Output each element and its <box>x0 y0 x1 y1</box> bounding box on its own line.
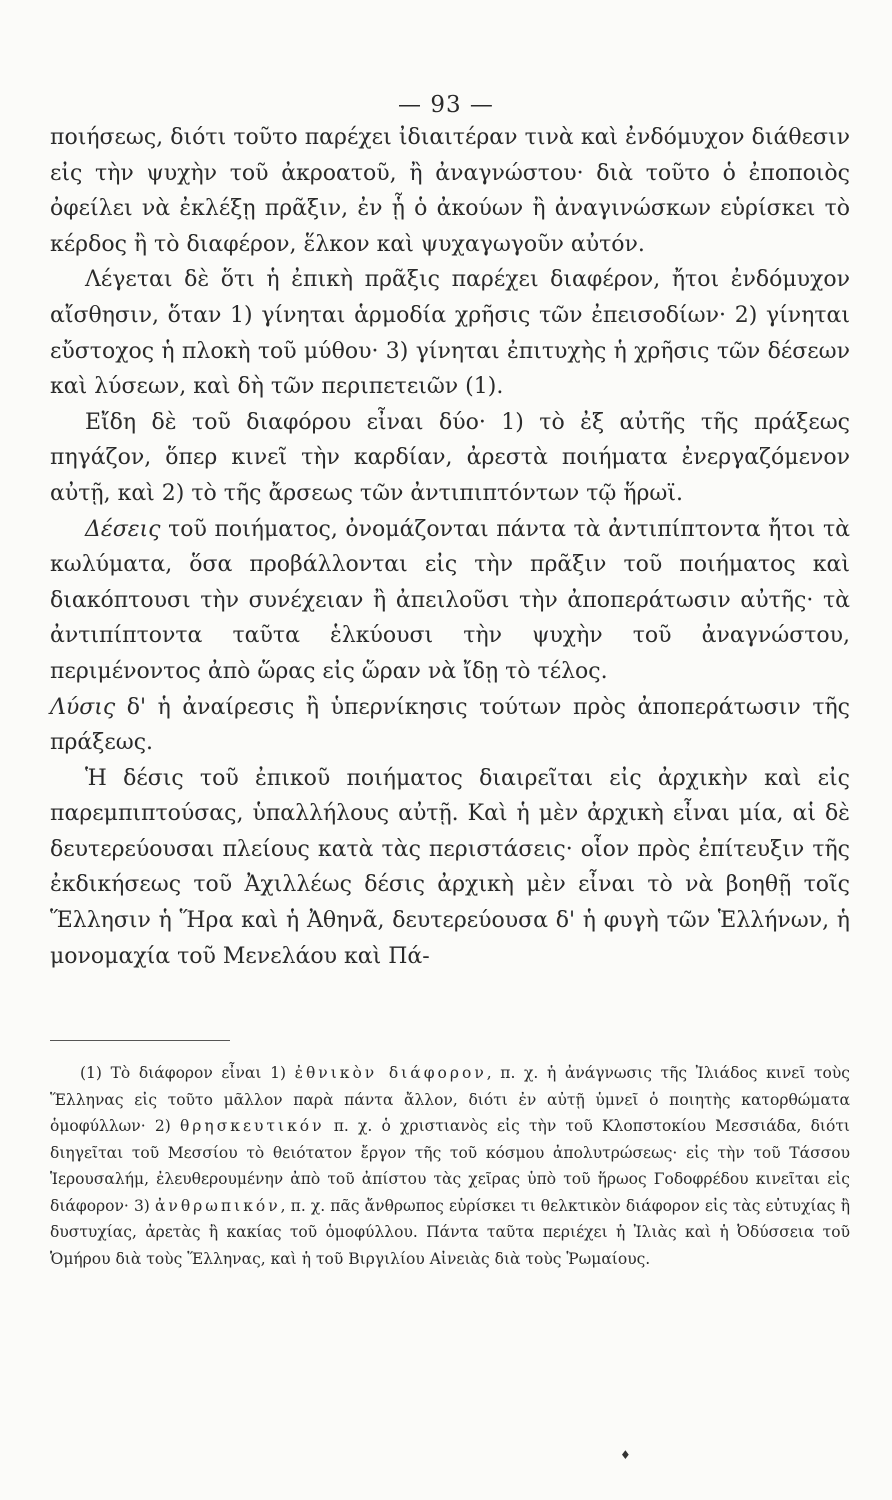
paragraph-6: Ἡ δέσις τοῦ ἐπικοῦ ποιήματος διαιρεῖται εἰς ἀρχικὴν καὶ εἰς παρεμπιπτούσας, ὑπαλλήλους αὐτῇ. Καὶ ἡ μὲν ἀρχικὴ εἶναι μία, αἱ δὲ δευτερεύουσαι πλείους κατὰ τὰς περιστάσεις· οἷον πρὸς ἐπίτευξιν τῆς ἐκδικήσεως τοῦ Ἀχιλλέως δέσις ἀρχικὴ μὲν εἶναι τὸ νὰ βοηθῇ τοῖς Ἕλλησιν ἡ Ἥρα καὶ ἡ Ἀθηνᾶ, δευτερεύουσα δ' ἡ φυγὴ τῶν Ἑλλήνων, ἡ μονομαχία τοῦ Μενελάου καὶ Πά- <box>50 765 850 969</box>
paragraph-5 <box>50 690 850 761</box>
paragraph-4-text: τοῦ ποιήματος, ὀνομάζονται πάντα τὰ ἀντιπίπτοντα ἤτοι τὰ κωλύματα, ὅσα προβάλλονται εἰς τὴν πρᾶξιν τοῦ ποιήματος καὶ διακόπτουσι τὴν συνέχειαν ἢ ἀπειλοῦσι τὴν ἀποπεράτωσιν αὐτῆς· τὰ ἀντιπίπτοντα ταῦτα ἑλκύουσι τὴν ψυχὴν τοῦ ἀναγνώστου, περιμένοντος ἀπὸ ὥρας εἰς ὥραν νὰ ἴδῃ τὸ τέλος. <box>50 516 850 684</box>
paragraph-3: Εἴδη δὲ τοῦ διαφόρου εἶναι δύο· 1) τὸ ἐξ αὐτῆς τῆς πράξεως πηγάζον, ὅπερ κινεῖ τὴν καρδίαν, ἀρεστὰ ποιήματα ἐνεργαζόμενον αὐτῇ, καὶ 2) τὸ τῆς ἄρσεως τῶν ἀντιπιπτόντων τῷ ἥρωϊ. <box>50 409 850 506</box>
paragraph-4 <box>50 512 850 690</box>
footnote-term-ethnikon: ἐθνικὸν διάφορον <box>294 1064 487 1082</box>
paragraph-1: ποιήσεως, διότι τοῦτο παρέχει ἰδιαιτέραν τινὰ καὶ ἐνδόμυχον διάθεσιν εἰς τὴν ψυχὴν τοῦ ἀκροατοῦ, ἢ ἀναγνώστου· διὰ τοῦτο ὁ ἐποποιὸς ὀφείλει νὰ ἐκλέξῃ πρᾶξιν, ἐν ᾗ ὁ ἀκούων ἢ ἀναγινώσκων εὑρίσκει τὸ κέρδος ἢ τὸ διαφέρον, ἕλκον καὶ ψυχαγωγοῦν αὐτόν. <box>50 125 850 257</box>
footnote-separator <box>50 1040 230 1041</box>
footnote-part-a: (1) Τὸ διάφορον εἶναι 1) <box>80 1064 286 1082</box>
bottom-mark: ♦ <box>620 1448 631 1462</box>
paragraph-2: Λέγεται δὲ ὅτι ἡ ἐπικὴ πρᾶξις παρέχει διαφέρον, ἤτοι ἐνδόμυχον αἴσθησιν, ὅταν 1) γίνηται ἁρμοδία χρῆσις τῶν ἐπεισοδίων· 2) γίνηται εὔστοχος ἡ πλοκὴ τοῦ μύθου· 3) γίνηται ἐπιτυχὴς ἡ χρῆσις τῶν δέσεων καὶ λύσεων, καὶ δὴ τῶν περιπετειῶν (1). <box>50 267 850 400</box>
footnote-part-c: π. χ. ὁ χριστιανὸς εἰς τὴν τοῦ Κλοπστοκίου Μεσσιάδα, διότι διηγεῖται τοῦ Μεσσίου τὸ θειότατον ἔργον τῆς τοῦ κόσμου ἀπολυτρώσεως· εἰς τὴν τοῦ Τάσσου Ἱερουσαλήμ, ἐλευθερουμένην ἀπὸ τοῦ ἀπίστου τὰς χεῖρας ὑπὸ τοῦ ἥρωος Γοδοφρέδου κινεῖται εἰς διάφορον· 3) <box>50 1117 850 1215</box>
footnote-term-anthropikon: ἀνθρωπικόν <box>154 1196 281 1215</box>
footnote-part-d: , π. χ. πᾶς ἄνθρωπος εὑρίσκει τι θελκτικὸν διάφορον εἰς τὰς εὐτυχίας ἢ δυστυχίας, ἀρετὰς ἢ κακίας τοῦ ὁμοφύλλου. Πάντα ταῦτα περιέχει ἡ Ἰλιὰς καὶ ἡ Ὀδύσσεια τοῦ Ὁμήρου διὰ τοὺς Ἕλληνας, καὶ ἡ τοῦ Βιργιλίου Αἰνειὰς διὰ τοὺς Ῥωμαίους. <box>50 1196 850 1268</box>
term-lysis: Λύσις <box>50 694 116 720</box>
footnote-part-b: , π. χ. ἡ ἀνάγνωσις τῆς Ἰλιάδος κινεῖ τοὺς Ἕλληνας εἰς τοῦτο μᾶλλον παρὰ πάντα ἄλλον, διότι ἐν αὐτῇ ὑμνεῖ ὁ ποιητὴς κατορθώματα ὁμοφύλλων· 2) <box>50 1064 850 1135</box>
footnote <box>50 1060 850 1272</box>
footnote-term-thriskeftikon: θρησκευτικόν <box>179 1117 325 1135</box>
main-text <box>50 120 850 974</box>
footnote-text <box>50 1060 850 1272</box>
term-deseis: Δέσεις <box>85 516 161 542</box>
paragraph-5-text: δ' ἡ ἀναίρεσις ἢ ὑπερνίκησις τούτων πρὸς ἀποπεράτωσιν τῆς πράξεως. <box>50 694 850 756</box>
page-number: — 93 — <box>398 92 494 118</box>
